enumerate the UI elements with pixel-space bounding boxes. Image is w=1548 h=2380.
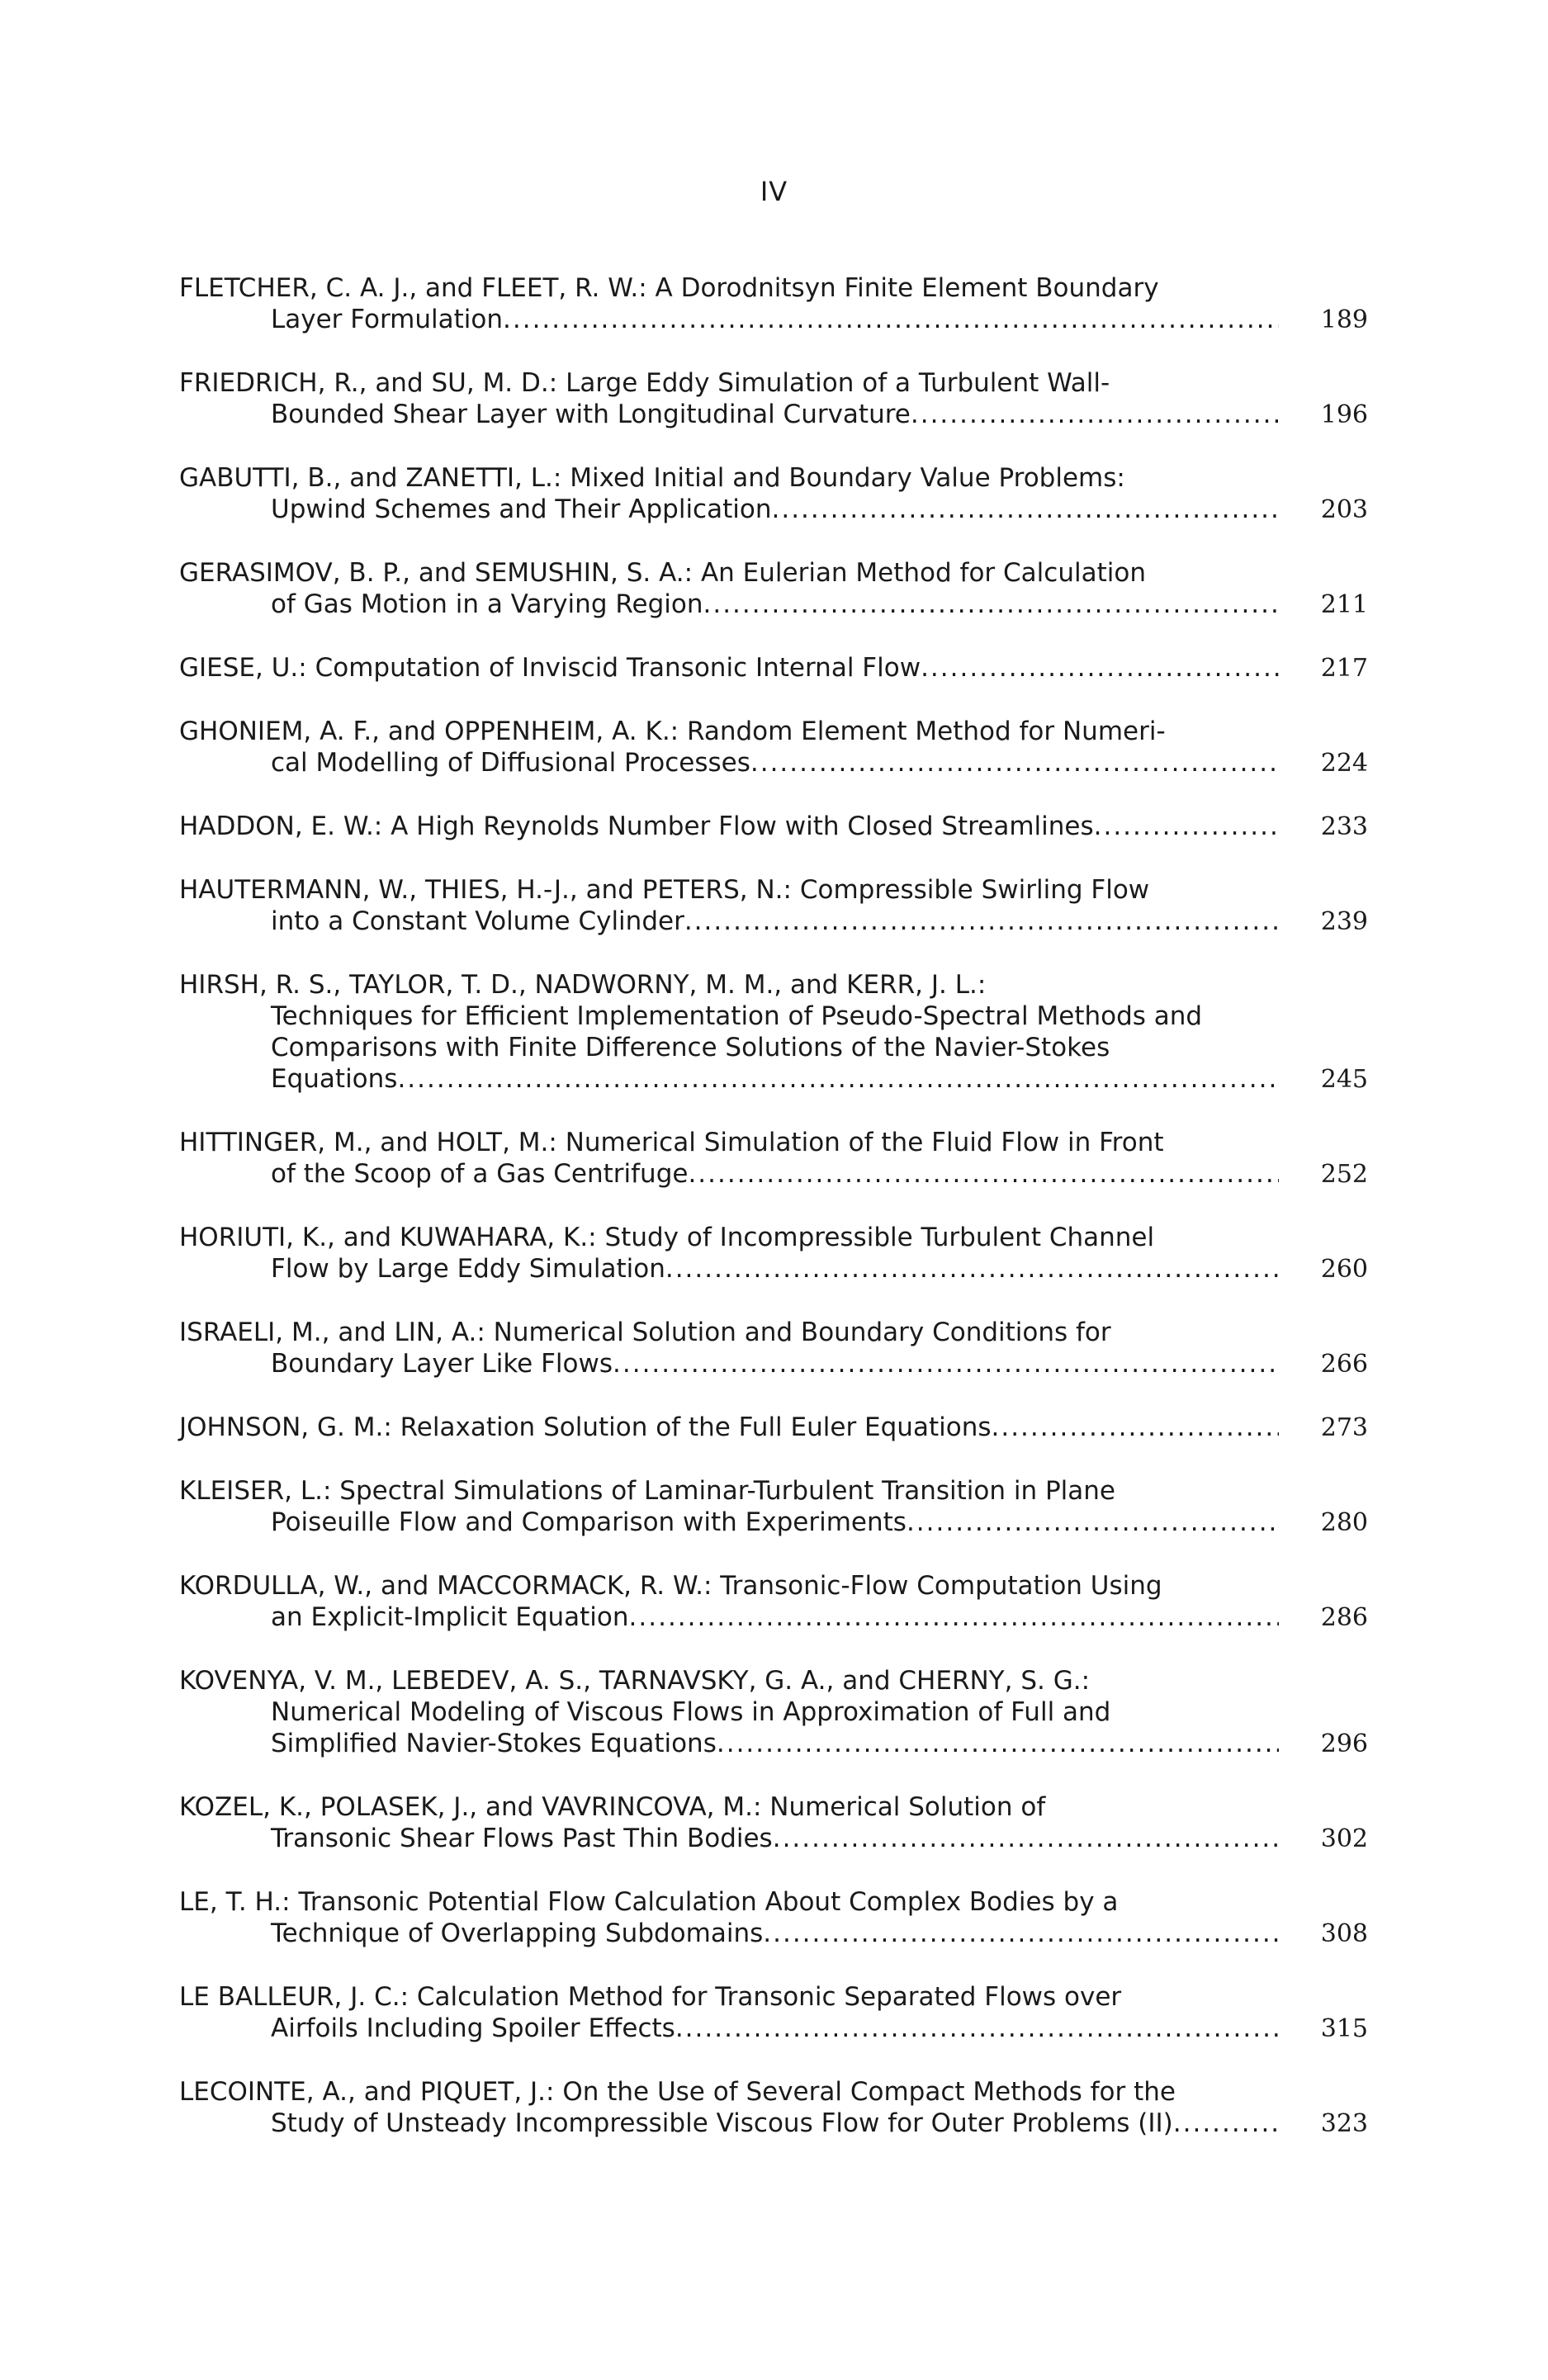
toc-entry-page-number: 189 [1320,305,1368,334]
toc-entry-authors: GHONIEM, A. F., and OPPENHEIM, A. K.: [179,717,679,746]
toc-entry-title-line: Computation of Inviscid Transonic Internal Flow [315,653,921,683]
toc-entry-title-line: Numerical Modeling of Viscous Flows in Approximation of Full and [271,1697,1111,1727]
dot-leader [665,1253,1279,1285]
toc-entry-page-number: 286 [1320,1603,1368,1632]
toc-entry-title-end [179,1412,992,1443]
dot-leader [773,1823,1279,1854]
toc-entry [179,1981,1368,2045]
dot-leader [684,906,1279,937]
toc-entry-authors: HAUTERMANN, W., THIES, H.-J., and PETERS, N.: [179,875,792,905]
toc-entry-authors: KORDULLA, W., and MACCORMACK, R. W.: [179,1571,712,1601]
toc-entry-title-line: Relaxation Solution of the Full Euler Equations [400,1412,992,1442]
toc-entry-title-line: Mixed Initial and Boundary Value Problems: [570,463,1125,493]
toc-entry-first-line [179,1886,1368,1918]
dot-leader [503,304,1279,335]
toc-entry-authors: HIRSH, R. S., TAYLOR, T. D., NADWORNY, M. M., and KERR, J. L.: [179,970,987,1000]
toc-entry-title-end [271,1918,763,1949]
dot-leader [771,494,1279,525]
toc-entry-title-line: Flow by Large Eddy Simulation [271,1254,665,1284]
toc-entry-title-end [271,589,703,620]
toc-entry-page-number: 211 [1320,590,1368,619]
toc-entry-page-number: 252 [1320,1160,1368,1189]
toc-entry-first-line [179,462,1368,494]
toc-entry-page-number: 302 [1320,1824,1368,1853]
toc-entry [179,557,1368,621]
toc-entry-page-number: 266 [1320,1350,1368,1379]
toc-entry-title-line: A Dorodnitsyn Finite Element Boundary [655,273,1159,303]
toc-entry-page-number: 260 [1320,1255,1368,1284]
toc-entry-title-line: Technique of Overlapping Subdomains [271,1919,764,1948]
toc-entry-authors: GERASIMOV, B. P., and SEMUSHIN, S. A.: [179,558,694,588]
toc-entry-title-line: Transonic Potential Flow Calculation About Complex Bodies by a [298,1887,1119,1917]
toc-entry-first-line [179,1127,1368,1158]
toc-entry-first-line [179,969,1368,1001]
toc-entry-last-line [179,2013,1368,2045]
toc-entry [179,716,1368,779]
toc-entry-first-line [179,716,1368,747]
toc-entry-title-line: Transonic Shear Flows Past Thin Bodies [271,1824,773,1853]
toc-entry-authors: HORIUTI, K., and KUWAHARA, K.: [179,1223,597,1252]
toc-entry-page-number: 296 [1320,1729,1368,1758]
toc-entry-title-line: Compressible Swirling Flow [799,875,1150,905]
toc-entry [179,1791,1368,1855]
dot-leader [688,1158,1279,1190]
toc-entry-authors: JOHNSON, G. M.: [179,1412,392,1442]
dot-leader [992,1412,1280,1443]
toc-entry [179,1886,1368,1950]
toc-entry-title-end [271,2108,1173,2139]
toc-entry-first-line [179,557,1368,589]
dot-leader [675,2013,1279,2044]
toc-entry-title-line: Airfoils Including Spoiler Effects [271,2013,675,2043]
toc-entry-last-line [179,1728,1368,1760]
toc-entry-last-line [179,1412,1368,1444]
toc-entry-title-line: Transonic-Flow Computation Using [720,1571,1162,1601]
toc-entry [179,272,1368,336]
toc-entry-first-line [179,1570,1368,1602]
toc-entry [179,811,1368,843]
toc-entry-first-line [179,1317,1368,1348]
toc-entry [179,1412,1368,1444]
toc-entry-title-line: On the Use of Several Compact Methods for the [562,2077,1176,2107]
toc-entry-title-line: Study of Unsteady Incompressible Viscous Flow for Outer Problems (II) [271,2108,1173,2138]
dot-leader [763,1918,1279,1949]
toc-entry-page-number: 203 [1320,495,1368,524]
toc-entry-title-end [271,1602,629,1633]
toc-entry-last-line [179,1158,1368,1190]
toc-entry [179,652,1368,684]
toc-entry-authors: LE, T. H.: [179,1887,291,1917]
toc-entry-title-line: Poiseuille Flow and Comparison with Experiments [271,1507,907,1537]
toc-entry-page-number: 239 [1320,907,1368,936]
toc-entry-last-line [179,1918,1368,1950]
toc-entry-title-line: Numerical Solution of [769,1792,1046,1822]
toc-entry-authors: GIESE, U.: [179,653,307,683]
toc-entry-first-line [179,1791,1368,1823]
dot-leader [397,1063,1279,1095]
toc-entry-authors: KOVENYA, V. M., LEBEDEV, A. S., TARNAVSKY, G. A., and CHERNY, S. G.: [179,1666,1091,1696]
toc-entry-title-line: an Explicit-Implicit Equation [271,1602,629,1632]
toc-entry-title-end [271,1253,665,1285]
toc-entry-page-number: 273 [1320,1413,1368,1442]
toc-entry-title-end [179,811,1094,842]
dot-leader [921,652,1279,684]
toc-entry [179,1222,1368,1285]
toc-entry-authors: LE BALLEUR, J. C.: [179,1982,409,2012]
toc-entry [179,874,1368,938]
toc-entry-title-line: Techniques for Efficient Implementation of Pseudo-Spectral Methods and [271,1001,1203,1031]
dot-leader [911,399,1279,430]
toc-entry-last-line [179,906,1368,938]
toc-entry [179,1127,1368,1190]
toc-entry-page-number: 308 [1320,1919,1368,1948]
toc-entry [179,969,1368,1095]
toc-entry-title-end [179,652,921,684]
table-of-contents [179,272,1368,2140]
toc-entry-title-end [271,1348,613,1379]
toc-entry-last-line [179,1348,1368,1380]
toc-entry-title-line: Bounded Shear Layer with Longitudinal Curvature [271,400,911,429]
toc-entry-last-line [179,1063,1368,1095]
toc-entry-page-number: 323 [1320,2109,1368,2138]
dot-leader [703,589,1279,620]
dot-leader [1173,2108,1279,2139]
toc-entry-title-line: Equations [271,1064,398,1094]
toc-entry-authors: GABUTTI, B., and ZANETTI, L.: [179,463,562,493]
toc-entry-title-line: Spectral Simulations of Laminar-Turbulent Transition in Plane [339,1476,1115,1506]
toc-entry-first-line [179,1222,1368,1253]
toc-entry-last-line [179,2108,1368,2140]
toc-entry-title-line: Numerical Simulation of the Fluid Flow in Front [565,1128,1164,1157]
toc-entry-first-line [179,367,1368,399]
toc-entry-title-line: Large Eddy Simulation of a Turbulent Wall- [566,368,1110,398]
toc-entry-title-line: Upwind Schemes and Their Application [271,494,772,524]
toc-entry-last-line [179,1823,1368,1855]
toc-entry [179,462,1368,526]
toc-entry-title-line: Comparisons with Finite Difference Solutions of the Navier-Stokes [271,1033,1110,1062]
toc-entry-last-line [179,1253,1368,1285]
toc-entry-page-number: 245 [1320,1065,1368,1094]
page-number: IV [760,176,788,207]
toc-entry-title-end [271,1507,907,1538]
toc-entry-first-line [179,2076,1368,2108]
toc-entry-authors: KLEISER, L.: [179,1476,332,1506]
toc-entry-authors: LECOINTE, A., and PIQUET, J.: [179,2077,555,2107]
toc-entry-authors: ISRAELI, M., and LIN, A.: [179,1318,485,1347]
dot-leader [907,1507,1279,1538]
toc-entry-last-line [179,589,1368,621]
toc-entry-last-line [179,1602,1368,1634]
toc-entry [179,1317,1368,1380]
toc-entry [179,367,1368,431]
toc-entry-title-end [271,1063,397,1095]
toc-entry-authors: KOZEL, K., POLASEK, J., and VAVRINCOVA, M.: [179,1792,762,1822]
toc-entry-title-end [271,1158,688,1190]
toc-entry-page-number: 217 [1320,654,1368,683]
dot-leader [629,1602,1279,1633]
toc-entry-last-line [179,304,1368,336]
toc-entry-title-line: Numerical Solution and Boundary Conditions for [493,1318,1111,1347]
dot-leader [1094,811,1279,842]
dot-leader [613,1348,1279,1379]
toc-entry [179,1570,1368,1634]
toc-entry-last-line [179,652,1368,684]
toc-entry-title-end [271,494,771,525]
toc-entry-last-line [179,811,1368,843]
toc-entry-title-line: cal Modelling of Diffusional Processes [271,748,750,778]
toc-entry-title-line: Study of Incompressible Turbulent Channel [604,1223,1155,1252]
toc-entry [179,1665,1368,1760]
toc-entry-authors: FLETCHER, C. A. J., and FLEET, R. W.: [179,273,647,303]
toc-entry-authors: HITTINGER, M., and HOLT, M.: [179,1128,557,1157]
dot-leader [717,1728,1279,1759]
dot-leader [750,747,1279,778]
toc-entry-first-line [179,1665,1368,1696]
toc-entry-page-number: 224 [1320,749,1368,778]
toc-entry-title-line: Calculation Method for Transonic Separated Flows over [416,1982,1122,2012]
toc-entry-last-line [179,747,1368,779]
toc-entry-first-line [179,874,1368,906]
toc-entry-last-line [179,1507,1368,1539]
toc-entry-authors: FRIEDRICH, R., and SU, M. D.: [179,368,558,398]
toc-entry-title-end [271,2013,675,2044]
toc-entry-title-line: of the Scoop of a Gas Centrifuge [271,1159,689,1189]
toc-entry-authors: HADDON, E. W.: [179,811,383,841]
toc-entry-title-end [271,1823,773,1854]
toc-entry-title-line: Random Element Method for Numeri- [686,717,1166,746]
toc-entry-page-number: 280 [1320,1508,1368,1537]
toc-entry-title-end [271,304,503,335]
toc-entry-title-line: A High Reynolds Number Flow with Closed Streamlines [391,811,1094,841]
toc-entry-title-line: Layer Formulation [271,305,504,334]
toc-entry-last-line [179,399,1368,431]
toc-entry-title-line: into a Constant Volume Cylinder [271,906,684,936]
toc-entry-title-end [271,1728,717,1759]
toc-entry [179,2076,1368,2140]
toc-entry [179,1475,1368,1539]
toc-entry-title-line: An Eulerian Method for Calculation [700,558,1146,588]
toc-entry-first-line [179,1981,1368,2013]
toc-entry-page-number: 233 [1320,812,1368,841]
toc-entry-title-end [271,747,750,778]
toc-entry-title-line: of Gas Motion in a Varying Region [271,589,703,619]
toc-entry-title-line: Boundary Layer Like Flows [271,1349,613,1379]
toc-entry-page-number: 315 [1320,2014,1368,2043]
toc-entry-title-end [271,906,684,937]
toc-entry-title-line: Simplified Navier-Stokes Equations [271,1729,717,1758]
toc-entry-title-end [271,399,911,430]
toc-entry-first-line [179,272,1368,304]
toc-entry-first-line [179,1475,1368,1507]
toc-entry-last-line [179,494,1368,526]
toc-entry-page-number: 196 [1320,400,1368,429]
